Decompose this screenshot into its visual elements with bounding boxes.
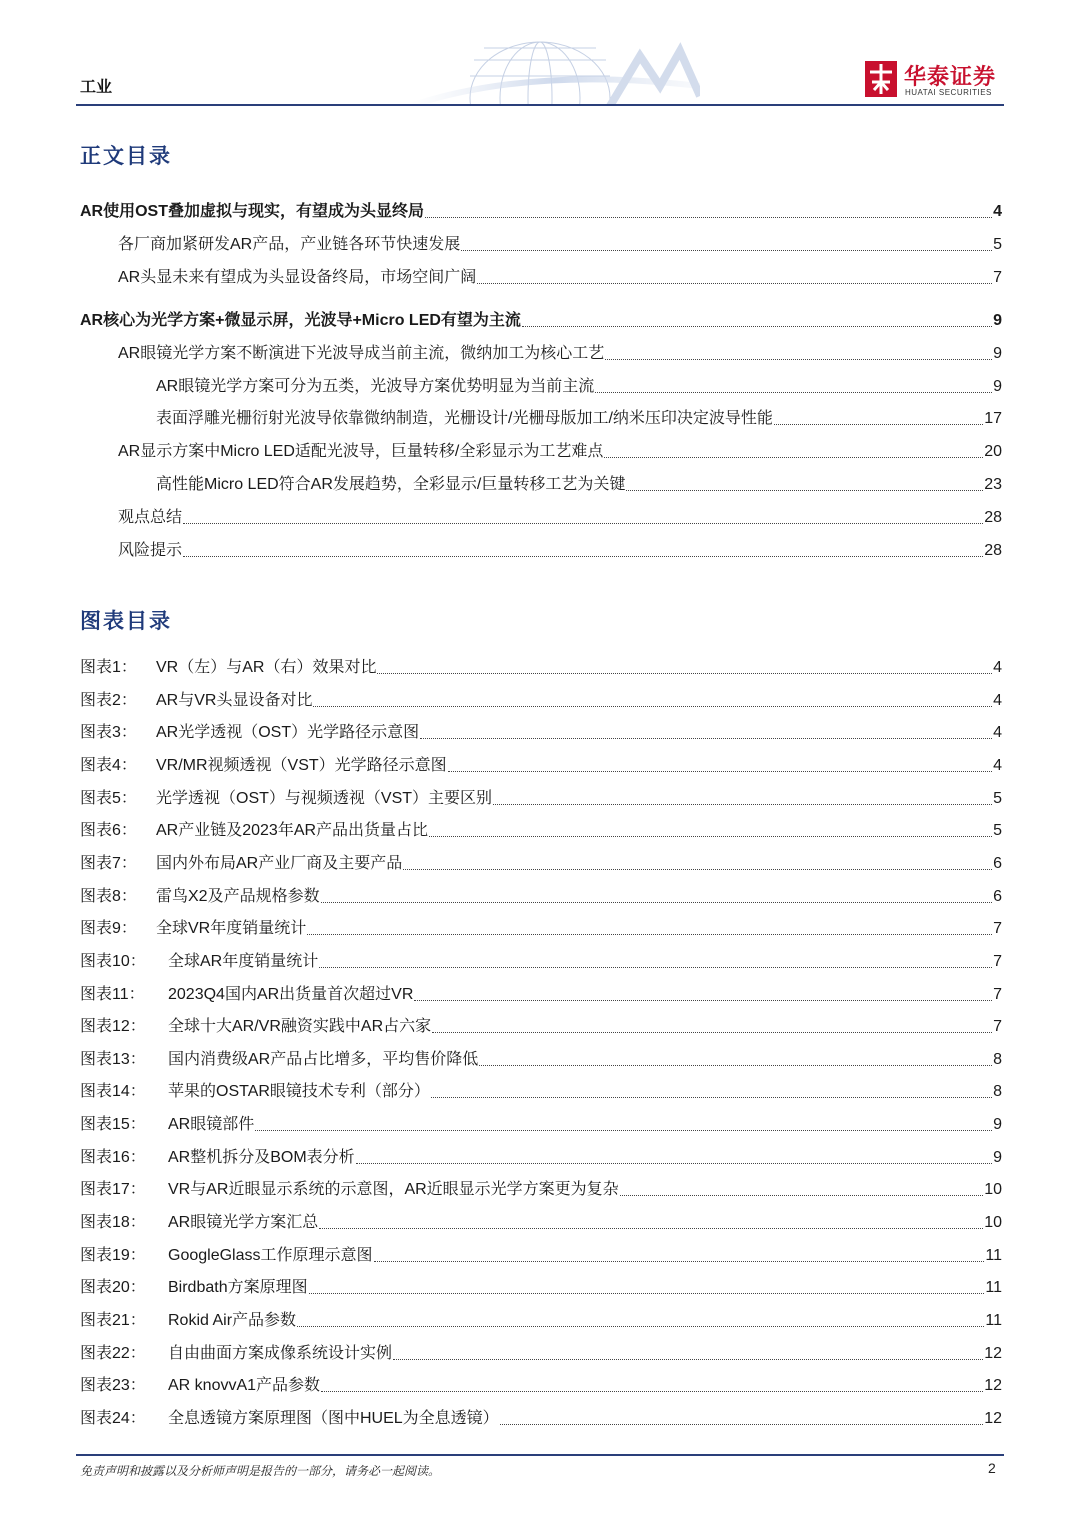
figure-page: 10 (984, 1181, 1002, 1198)
dot-leader (255, 1129, 992, 1131)
figure-page: 8 (993, 1083, 1002, 1100)
toc-entry-page: 17 (984, 410, 1002, 427)
dot-leader (429, 835, 992, 837)
sector-label: 工业 (80, 79, 113, 96)
footer-disclaimer: 免责声明和披露以及分析师声明是报告的一部分，请务必一起阅读。 (80, 1464, 441, 1478)
figure-page: 12 (984, 1345, 1002, 1362)
toc-entry[interactable] (156, 405, 1002, 429)
toc-entry-page: 9 (993, 345, 1002, 362)
figure-label: 图表24： (80, 1410, 146, 1427)
header-rule (76, 104, 1004, 106)
figure-page: 6 (993, 888, 1002, 905)
dot-leader (374, 1260, 985, 1262)
figure-label: 图表16： (80, 1149, 146, 1166)
dot-leader (595, 391, 992, 393)
figure-page: 4 (993, 692, 1002, 709)
dot-leader (297, 1325, 984, 1327)
figure-label: 图表6： (80, 822, 137, 839)
figure-entry[interactable] (80, 981, 1002, 1005)
figure-page: 6 (993, 855, 1002, 872)
figure-entry[interactable] (80, 1405, 1002, 1429)
figure-title: 国内外布局AR产业厂商及主要产品 (156, 855, 403, 872)
dot-leader (307, 933, 992, 935)
figure-title: VR（左）与AR（右）效果对比 (156, 659, 377, 676)
figure-entry[interactable] (80, 1013, 1002, 1037)
figure-label: 图表7： (80, 855, 137, 872)
toc-entry-title: 风险提示 (118, 542, 183, 559)
toc-entry[interactable] (118, 438, 1002, 462)
figure-label: 图表22： (80, 1345, 146, 1362)
toc-entry[interactable] (118, 340, 1002, 364)
figure-page: 11 (985, 1247, 1002, 1264)
figure-entry[interactable] (80, 1176, 1002, 1200)
figure-label: 图表8： (80, 888, 137, 905)
dot-leader (626, 489, 983, 491)
dot-leader (321, 1390, 983, 1392)
figure-label: 图表1： (80, 659, 137, 676)
figure-page: 7 (993, 920, 1002, 937)
figure-entry[interactable] (80, 817, 1002, 841)
figure-entry[interactable] (80, 883, 1002, 907)
figure-label: 图表18： (80, 1214, 146, 1231)
dot-leader (183, 522, 983, 524)
figure-entry[interactable] (80, 1144, 1002, 1168)
page-header (0, 0, 1080, 110)
figure-title: AR与VR头显设备对比 (156, 692, 313, 709)
figure-entry[interactable] (80, 1078, 1002, 1102)
toc-entry-page: 7 (993, 269, 1002, 286)
figure-page: 11 (985, 1312, 1002, 1329)
figure-label: 图表9： (80, 920, 137, 937)
dot-leader (319, 966, 992, 968)
dot-leader (309, 1292, 985, 1294)
dot-leader (477, 282, 992, 284)
dot-leader (461, 249, 992, 251)
toc-entry[interactable] (156, 373, 1002, 397)
figure-entry[interactable] (80, 1046, 1002, 1070)
figure-label: 图表10： (80, 953, 146, 970)
toc-entry-title: AR使用OST叠加虚拟与现实，有望成为头显终局 (80, 203, 425, 220)
dot-leader (620, 1194, 984, 1196)
toc-entry-title: 各厂商加紧研发AR产品，产业链各环节快速发展 (118, 236, 461, 253)
toc-entry-title: 表面浮雕光栅衍射光波导依靠微纳制造，光栅设计/光栅母版加工/纳米压印决定波导性能 (156, 410, 773, 427)
logo-english-name: HUATAI SECURITIES (905, 88, 992, 97)
dot-leader (377, 672, 992, 674)
figure-title: AR产业链及2023年AR产品出货量占比 (156, 822, 429, 839)
figure-entry[interactable] (80, 850, 1002, 874)
dot-leader (319, 1227, 983, 1229)
toc-entry-page: 4 (993, 203, 1002, 220)
figure-entry[interactable] (80, 1274, 1002, 1298)
figure-label: 图表12： (80, 1018, 146, 1035)
toc-entry-title: AR眼镜光学方案可分为五类，光波导方案优势明显为当前主流 (156, 378, 595, 395)
huatai-logo-mark-icon (864, 60, 898, 98)
figure-title: 全息透镜方案原理图（图中HUEL为全息透镜） (168, 1410, 499, 1427)
figure-page: 4 (993, 757, 1002, 774)
toc-entry-page: 28 (984, 509, 1002, 526)
figure-entry[interactable] (80, 1242, 1002, 1266)
figure-title: VR与AR近眼显示系统的示意图，AR近眼显示光学方案更为复杂 (168, 1181, 619, 1198)
toc-entry-title: 观点总结 (118, 509, 183, 526)
dot-leader (356, 1162, 992, 1164)
figure-label: 图表21： (80, 1312, 146, 1329)
figure-label: 图表17： (80, 1181, 146, 1198)
figure-page: 10 (984, 1214, 1002, 1231)
dot-leader (774, 423, 983, 425)
dot-leader (321, 901, 993, 903)
toc-entry-page: 28 (984, 542, 1002, 559)
figure-entry[interactable] (80, 654, 1002, 678)
dot-leader (414, 999, 992, 1001)
figure-label: 图表5： (80, 790, 137, 807)
figure-title: VR/MR视频透视（VST）光学路径示意图 (156, 757, 447, 774)
toc-entry[interactable] (118, 264, 1002, 288)
toc-entry-page: 9 (993, 312, 1002, 329)
dot-leader (432, 1031, 992, 1033)
figure-title: 雷鸟X2及产品规格参数 (156, 888, 320, 905)
figure-page: 4 (993, 724, 1002, 741)
toc-entry[interactable] (156, 471, 1002, 495)
figure-page: 9 (993, 1116, 1002, 1133)
figure-label: 图表2： (80, 692, 137, 709)
toc-title: 正文目录 (80, 145, 172, 168)
dot-leader (604, 456, 983, 458)
dot-leader (403, 868, 992, 870)
figure-label: 图表3： (80, 724, 137, 741)
figure-entry[interactable] (80, 719, 1002, 743)
figure-entry[interactable] (80, 1307, 1002, 1331)
dot-leader (522, 325, 992, 327)
figure-title: GoogleGlass工作原理示意图 (168, 1247, 373, 1264)
dot-leader (420, 737, 992, 739)
dot-leader (605, 358, 992, 360)
page-number: 2 (988, 1460, 996, 1476)
figure-page: 11 (985, 1279, 1002, 1296)
figure-title: 全球VR年度销量统计 (156, 920, 307, 937)
figure-title: AR knovvA1产品参数 (168, 1377, 321, 1394)
toc-entry-title: AR头显未来有望成为头显设备终局，市场空间广阔 (118, 269, 477, 286)
toc-entry[interactable] (118, 537, 1002, 561)
figure-title: 自由曲面方案成像系统设计实例 (168, 1345, 393, 1362)
toc-entry-title: AR眼镜光学方案不断演进下光波导成当前主流，微纳加工为核心工艺 (118, 345, 605, 362)
dot-leader (431, 1096, 992, 1098)
toc-entry[interactable] (118, 504, 1002, 528)
figure-page: 5 (993, 822, 1002, 839)
figure-label: 图表11： (80, 986, 145, 1003)
dot-leader (313, 705, 992, 707)
dot-leader (479, 1064, 992, 1066)
figure-label: 图表15： (80, 1116, 146, 1133)
figure-page: 5 (993, 790, 1002, 807)
figure-title: Birdbath方案原理图 (168, 1279, 308, 1296)
figure-label: 图表13： (80, 1051, 146, 1068)
toc-entry-page: 20 (984, 443, 1002, 460)
figure-page: 7 (993, 1018, 1002, 1035)
figure-label: 图表4： (80, 757, 137, 774)
toc-entry[interactable] (118, 231, 1002, 255)
figure-page: 8 (993, 1051, 1002, 1068)
figure-entry[interactable] (80, 785, 1002, 809)
dot-leader (448, 770, 992, 772)
footer-rule (76, 1454, 1004, 1456)
figure-entry[interactable] (80, 687, 1002, 711)
dot-leader (393, 1358, 983, 1360)
figure-entry[interactable] (80, 1111, 1002, 1135)
figure-title: AR眼镜光学方案汇总 (168, 1214, 319, 1231)
figure-title: Rokid Air产品参数 (168, 1312, 297, 1329)
toc-entry-page: 5 (993, 236, 1002, 253)
figure-entry[interactable] (80, 948, 1002, 972)
toc-entry[interactable] (80, 307, 1002, 331)
figure-page: 12 (984, 1410, 1002, 1427)
toc-entry-title: AR显示方案中Micro LED适配光波导，巨量转移/全彩显示为工艺难点 (118, 443, 604, 460)
globe-watermark-icon (410, 36, 700, 106)
huatai-logo (864, 60, 1004, 100)
figure-page: 7 (993, 953, 1002, 970)
toc-entry-title: AR核心为光学方案+微显示屏，光波导+Micro LED有望为主流 (80, 312, 521, 329)
figure-label: 图表19： (80, 1247, 146, 1264)
figure-title: 全球十大AR/VR融资实践中AR占六家 (168, 1018, 432, 1035)
toc-entry[interactable] (80, 198, 1002, 222)
figure-title: AR眼镜部件 (168, 1116, 255, 1133)
figure-entry[interactable] (80, 915, 1002, 939)
figure-title: 2023Q4国内AR出货量首次超过VR (168, 986, 414, 1003)
figure-entry[interactable] (80, 1209, 1002, 1233)
figure-entry[interactable] (80, 1372, 1002, 1396)
figure-page: 9 (993, 1149, 1002, 1166)
figure-page: 4 (993, 659, 1002, 676)
dot-leader (500, 1423, 984, 1425)
figure-title: 光学透视（OST）与视频透视（VST）主要区别 (156, 790, 493, 807)
figure-title: AR光学透视（OST）光学路径示意图 (156, 724, 420, 741)
figures-title: 图表目录 (80, 610, 172, 633)
figure-title: 苹果的OSTAR眼镜技术专利（部分） (168, 1083, 430, 1100)
figure-entry[interactable] (80, 1340, 1002, 1364)
toc-entry-title: 高性能Micro LED符合AR发展趋势，全彩显示/巨量转移工艺为关键 (156, 476, 626, 493)
figure-title: 全球AR年度销量统计 (168, 953, 319, 970)
dot-leader (493, 803, 992, 805)
figure-page: 7 (993, 986, 1002, 1003)
figure-title: AR整机拆分及BOM表分析 (168, 1149, 355, 1166)
figure-label: 图表20： (80, 1279, 146, 1296)
toc-entry-page: 23 (984, 476, 1002, 493)
figure-label: 图表23： (80, 1377, 146, 1394)
logo-chinese-name: 华泰证券 (904, 64, 997, 89)
toc-entry-page: 9 (993, 378, 1002, 395)
dot-leader (183, 555, 983, 557)
dot-leader (425, 216, 992, 218)
figure-page: 12 (984, 1377, 1002, 1394)
figure-label: 图表14： (80, 1083, 146, 1100)
figure-entry[interactable] (80, 752, 1002, 776)
figure-title: 国内消费级AR产品占比增多，平均售价降低 (168, 1051, 479, 1068)
